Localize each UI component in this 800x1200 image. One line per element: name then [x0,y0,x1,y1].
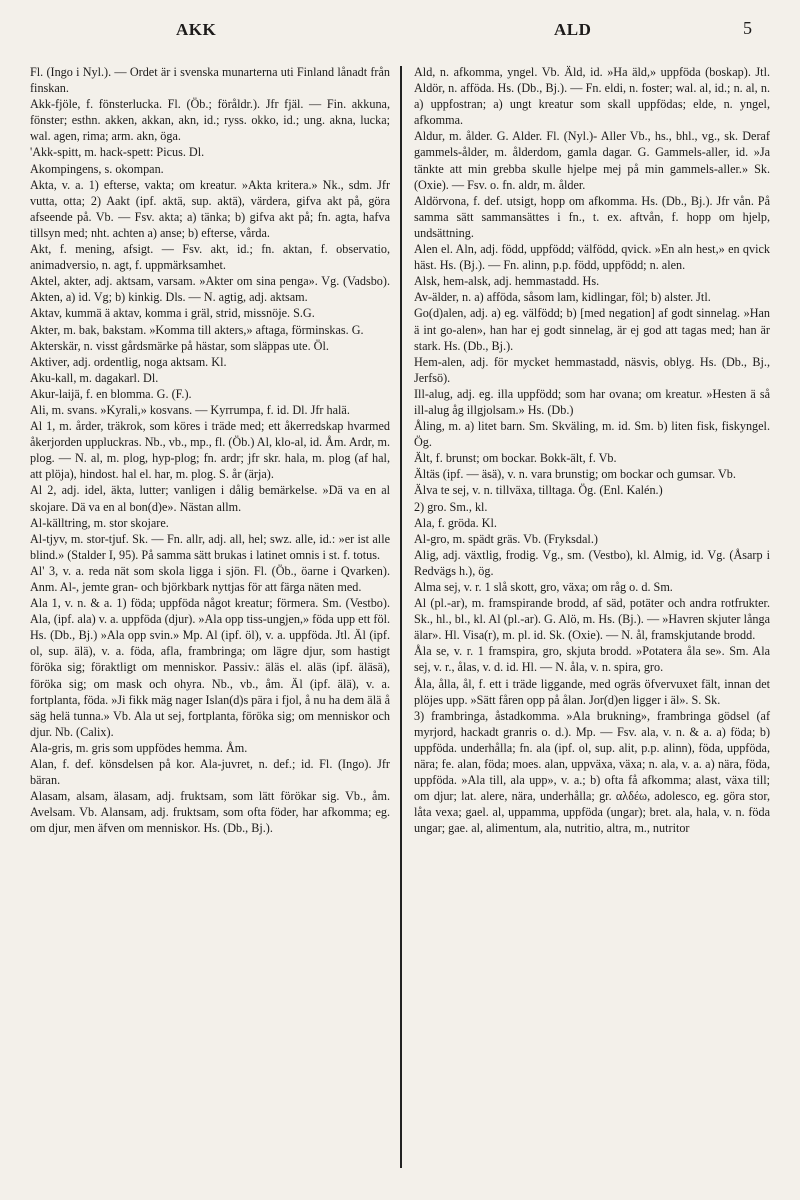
dictionary-entry: Älva te sej, v. n. tillväxa, tilltaga. Ög. (Enl. Kalén.) [414,483,663,498]
dictionary-entry: Al' 3, v. a. reda nät som skola ligga i sjön. Fl. (Öb., öarne i Qvarken). Anm. Al-, jemte gran- och björkbark nyttjas för att färga näten med. [30,563,390,594]
dictionary-entry: 3) frambringa, åstadkomma. »Ala brukning», frambringa gödsel (af myrjord, hackadt granris o. d.). Mp. — Fsv. ala, v. n. & a. a) föda; b) uppföda. underhålla; fn. ala (ipf. ol, sup. alit, p.p. alinn), föda, uppföda, nära; fe. alan, föda; moes. alan, uppväxa, växa; n. ala, v. a. a) nära, föda, uppföda. »Ala till, ala upp», v. a.; b) ofta få afkomma; alast, växa till; om djur; lat. alere, nära, underhålla; gr. αλδέω, adolesco, eg. göra stor, låta vexa; gael. al, uppamma, uppföda (ungar); bret. ala, hala, v. n. föda ungar; gae. al, alimentum, ala, nutritio, altra, m., nutritor [414,708,770,836]
dictionary-entry: Akterskär, n. visst gårdsmärke på hästar, som släppas ute. Öl. [30,338,329,353]
dictionary-entry: Aktel, akter, adj. aktsam, varsam. »Akter om sina penga». Vg. (Vadsbo). Akten, a) id. Vg; b) kinkig. Dls. — N. agtig, adj. aktsam. [30,274,390,305]
dictionary-entry: Aldörvona, f. def. utsigt, hopp om afkomma. Hs. (Db., Bj.). Jfr vån. På samma sätt sammansättes i fn., t. ex. aftvån, f. hopp om hjelp, undsättning. [414,193,770,240]
dictionary-entry: Alasam, alsam, älasam, adj. fruktsam, som lätt förökar sig. Vb., åm. Avelsam. Vb. Alansam, adj. fruktsam, som ofta föder, har afkomma; eg. om djur, men äfven om menniskor. Hs. (Db., Bj.). [30,789,390,836]
dictionary-entry: Ald, n. afkomma, yngel. Vb. Äld, id. »Ha äld,» uppföda (boskap). Jtl. Aldör, n. afföda. Hs. (Db., Bj.). — Fn. eldi, n. foster; wal. al, id.; n. al, n. a) uppfostran; a) ungt kreatur som skall uppfödas; elde, n. yngel, afkomma. [414,65,770,128]
dictionary-entry: Akk-fjöle, f. fönsterlucka. Fl. (Öb.; föråldr.). Jfr fjäl. — Fin. akkuna, fönster; esthn. akken, akkan, akn, id.; ryss. okko, id.; ung. akna, lucka; wal. agen, rima; arm. akn, öga. [30,97,390,144]
dictionary-entry: Alig, adj. växtlig, frodig. Vg., sm. (Vestbo), kl. Almig, id. Vg. (Åsarp i Redvägs h.), ög. [414,547,770,578]
dictionary-entry: Fl. (Ingo i Nyl.). — Ordet är i svenska munarterna uti Finland lånadt från finskan. [30,65,390,96]
page-number: 5 [743,18,752,38]
dictionary-entry: Al-gro, m. spädt gräs. Vb. (Fryksdal.) [414,531,598,546]
dictionary-entry: Aldur, m. ålder. G. Alder. Fl. (Nyl.)- Aller Vb., hs., bhl., vg., sk. Deraf gammels-ålder, m. ålderdom, gamla dagar. G. Gammels-aller, id. »Ja tänkte att min grebba skulle hjelpe mej på min gammels-aller.» Sk. (Oxie). — Fsv. o. fn. aldr, m. ålder. [414,129,770,192]
dictionary-entry: Ält, f. brunst; om bockar. Bokk-ält, f. Vb. [414,451,617,466]
column-divider [400,66,402,1168]
right-column [414,64,770,837]
dictionary-entry: Ala-gris, m. gris som uppfödes hemma. Åm. [30,740,248,755]
dictionary-entry: Ala 1, v. n. & a. 1) föda; uppföda något kreatur; förmera. Sm. (Vestbo). Ala, (ipf. ala) v. a. uppföda (djur). »Ala opp tiss-ungjen,» föda upp ett föl. Hs. (Db., Bj.) »Ala opp svin.» Mp. Al (ipf. öl), v. a. uppföda. Jtl. Äl (ipf. ol, sup. älä), v. a. föda, afla, frambringa; om lägre djur, som hastigt föröka sig; föraktligt om menniskor. Passiv.: äläs el. aläs (ipf. äläsä), föröka sig; om mask och ohyra. Nb., vb., åm. Äl (ipf. älä), v. a. fortplanta, föda. »Ji fikk mäg nager Islan(d)s pära i fjol, å nu ha dem älä å säg helä tunna.» Vb. Ala ut sej, fortplanta, föröka sig; om menniskor och djur. Nb. (Calix). [30,596,391,739]
dictionary-entry: Al-källtring, m. stor skojare. [30,515,169,530]
dictionary-entry: Al 2, adj. idel, äkta, lutter; vanligen i dålig bemärkelse. »Dä va en al skojare. Dä va en al bon(d)e». Nästan allm. [30,483,390,514]
dictionary-entry: Åla, ålla, ål, f. ett i träde liggande, med ogräs öfvervuxet fält, innan det plöjes upp. »Sätt fåren opp på ålan. Jor(d)en ligger i äl». S. Sk. [414,676,770,707]
dictionary-entry: Go(d)alen, adj. a) eg. välfödd; b) [med negation] af godt sinnelag. »Han ä int go-alen», han har ej godt sinnelag, är ej god att tagas med; han är stark. Hs. (Db., Bj.). [414,306,770,353]
dictionary-entry: Alma sej, v. r. 1 slå skott, gro, växa; om råg o. d. Sm. [414,580,673,594]
dictionary-entry: Al 1, m. årder, träkrok, som köres i träde med; ett åkerredskap hvarmed åkerjorden uppluckras. Nb., vb., mp., fl. (Öb.) Al, klo-al, id. Åm. Ardr, m. plog. — N. al, m. plog, hyp-plog; fn. ardr; jfr skr. hala, m. plog (af hal, att plöja), hindost. hal el. har, m. plog. S. år (ärja). [30,419,390,482]
running-header-left: AKK [176,20,217,39]
dictionary-entry: Alsk, hem-alsk, adj. hemmastadd. Hs. [414,274,600,289]
dictionary-entry: Av-älder, n. a) afföda, såsom lam, kidlingar, föl; b) alster. Jtl. [414,290,711,305]
dictionary-entry: Akur-laijä, f. en blomma. G. (F.). [30,386,192,401]
dictionary-entry: Aku-kall, m. dagakarl. Dl. [30,370,159,385]
left-column [30,64,390,837]
running-header-right: ALD [554,20,592,39]
dictionary-entry: Akompingens, s. okompan. [30,161,164,176]
dictionary-entry: 'Akk-spitt, m. hack-spett: Picus. Dl. [30,145,205,160]
dictionary-entry: Ill-alug, adj. eg. illa uppfödd; som har ovana; om kreatur. »Hesten ä så ill-alug åg illgjolsam.» Hs. (Db.) [414,386,770,417]
dictionary-entry: 2) gro. Sm., kl. [414,499,488,514]
dictionary-entry: Aktiver, adj. ordentlig, noga aktsam. Kl. [30,354,227,369]
dictionary-entry: Åling, m. a) litet barn. Sm. Skväling, m. id. Sm. b) liten fisk, fiskyngel. Ög. [414,419,770,450]
dictionary-entry: Ältäs (ipf. — äsä), v. n. vara brunstig; om bockar och gumsar. Vb. [414,467,736,482]
dictionary-entry: Akt, f. mening, afsigt. — Fsv. akt, id.; fn. aktan, f. observatio, animadversio, n. agt, f. uppmärksamhet. [30,242,390,273]
dictionary-entry: Al (pl.-ar), m. framspirande brodd, af säd, potäter och andra rotfrukter. Sk., hl., bl., kl. Al (pl.-ar). G. Alö, m. Hs. (Bj.). — »Havren skjuter långa älar». Hl. Visa(r), m. pl. id. Sk. (Oxie). — N. ål, framskjutande brodd. [414,596,770,643]
dictionary-entry: Ali, m. svans. »Kyrali,» kosvans. — Kyrrumpa, f. id. Dl. Jfr halä. [30,402,350,417]
dictionary-entry: Akta, v. a. 1) efterse, vakta; om kreatur. »Akta kritera.» Nk., sdm. Jfr vutta, otta; 2) Aakt (ipf. aktä, sup. aktä), värdera, gifva akt på, göra afseende på. Vb. — Fsv. akta; a) tänka; b) gifva akt på; fn. agta, hafva tillsyn med; nht. achten a) anse; b) efterse, vårda. [30,177,390,240]
dictionary-entry: Alen el. Aln, adj. född, uppfödd; välfödd, qvick. »En aln hest,» en qvick häst. Hs. (Bj.). — Fn. alinn, p.p. född, uppfödd; n. alen. [414,242,770,273]
dictionary-entry: Alan, f. def. könsdelsen på kor. Ala-juvret, n. def.; id. Fl. (Ingo). Jfr bäran. [30,757,390,788]
dictionary-entry: Hem-alen, adj. för mycket hemmastadd, näsvis, oblyg. Hs. (Db., Bj., Jerfsö). [414,354,770,385]
dictionary-entry: Akter, m. bak, bakstam. »Komma till akters,» aftaga, förminskas. G. [30,322,364,337]
dictionary-entry: Ala, f. gröda. Kl. [414,515,497,530]
dictionary-entry: Al-tjyv, m. stor-tjuf. Sk. — Fn. allr, adj. all, hel; swz. alle, id.: »er ist alle blind.» (Stalder I, 95). På samma sätt brukas i latinet omnis i st. f. totus. [30,531,390,562]
dictionary-entry: Åla se, v. r. 1 framspira, gro, skjuta brodd. »Potatera åla se». Sm. Ala sej, v. r., ålas, v. d. id. Hl. — N. åla, v. n. spira, gro. [414,644,770,675]
dictionary-entry: Aktav, kummä ä aktav, komma i gräl, strid, missnöje. S.G. [30,306,315,321]
